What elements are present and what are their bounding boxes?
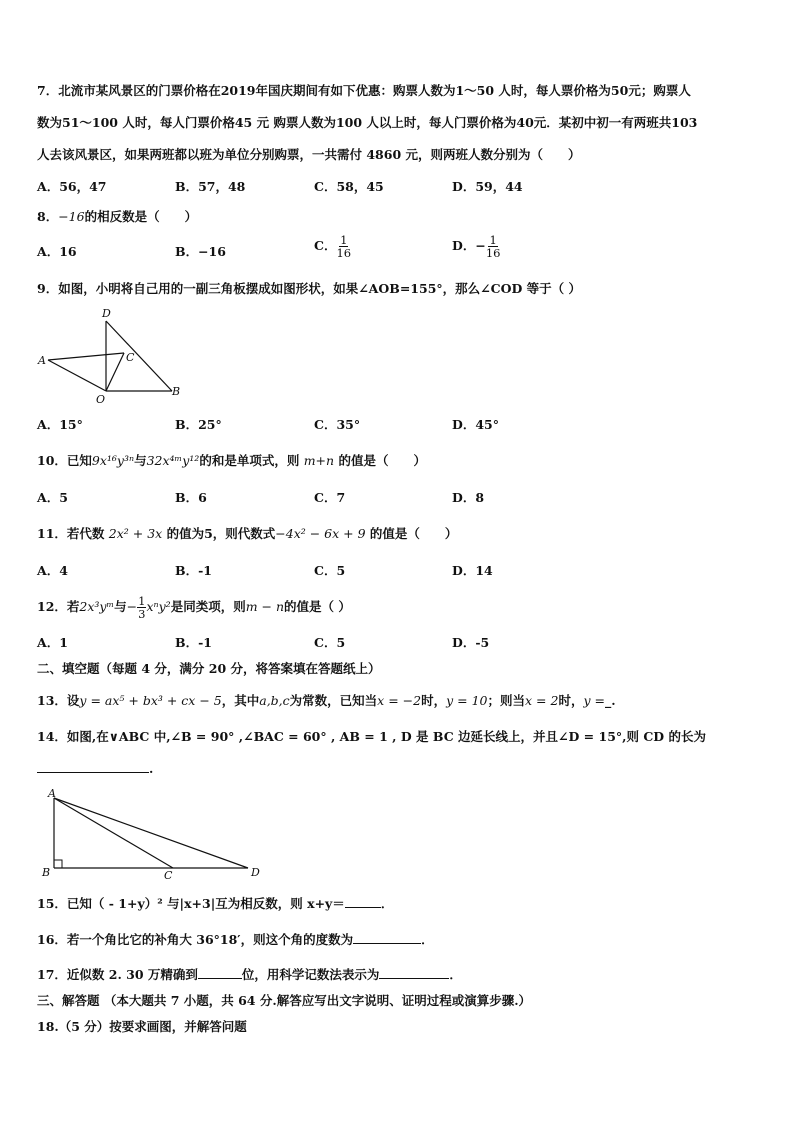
q17-end: ．: [449, 967, 462, 982]
q9-option-d: D．45°: [452, 417, 499, 432]
q11-expression-1: 2x² + 3x: [108, 526, 163, 541]
q15-stem: [37, 895, 393, 913]
q11-option-a: A．4: [37, 563, 68, 578]
q16-end: ．: [421, 932, 434, 947]
q13-expression-6: y =: [583, 693, 605, 708]
q10-end: 的值是（ ）: [338, 453, 426, 468]
q14-segment-ac: [54, 798, 173, 868]
q9-option-b: B．25°: [175, 417, 222, 432]
q11-prefix: 11．若代数: [37, 526, 105, 541]
q14-label-b: B: [42, 866, 51, 879]
q12-expression-2: xⁿy²: [146, 599, 171, 614]
q13-expression-4: y = 10: [446, 693, 488, 708]
q13-expression-2: a,b,c: [259, 693, 290, 708]
q8-expression: −16: [58, 209, 85, 224]
section-3-heading: 三、解答题 （本大题共 7 小题，共 64 分.解答应写出文字说明、证明过程或演算步骤.）: [37, 993, 532, 1008]
q9-option-c: C．35°: [314, 417, 361, 432]
fraction-denominator: 3: [138, 607, 146, 621]
q8-option-a: A．16: [37, 244, 77, 259]
section-2-heading: 二、填空题（每题 4 分，满分 20 分，将答案填在答题纸上）: [37, 661, 381, 676]
q15-answer-blank[interactable]: [345, 895, 381, 908]
q9-stem: 9．如图，小明将自己用的一副三角板摆成如图形状，如果∠AOB=155°，那么∠COD 等于（ ）: [37, 281, 581, 296]
q13-expression-5: x = 2: [525, 693, 559, 708]
q14-label-a: A: [48, 788, 56, 800]
q8-option-b: B．−16: [175, 244, 226, 259]
q17-text-2: 位，用科学记数法表示为: [241, 967, 380, 982]
q10-prefix: 10．已知: [37, 453, 92, 468]
q18-stem: 18.（5 分）按要求画图，并解答问题: [37, 1019, 247, 1034]
q7-option-d: D．59，44: [452, 179, 523, 194]
q12-mid-text: 与: [114, 599, 127, 614]
fraction-numerator: 1: [340, 233, 348, 247]
q9-segment-db: [106, 321, 172, 391]
q13-text-3: 时，: [421, 693, 447, 708]
fraction-denominator: 16: [336, 246, 352, 260]
q13-text-5: 时，: [558, 693, 584, 708]
q9-label-c: C: [126, 351, 135, 364]
q8-option-d-label: D．−: [452, 238, 486, 253]
q11-stem: [37, 525, 457, 543]
q9-label-a: A: [38, 354, 46, 367]
q17-text-1: 17．近似数 2. 30 万精确到: [37, 967, 198, 982]
q8-option-c-fraction: [336, 234, 351, 259]
q10-expression-2: 32x⁴ᵐy¹²: [146, 453, 200, 468]
q9-triangle-figure: [30, 305, 190, 405]
q12-option-a: A．1: [37, 635, 68, 650]
q9-label-b: B: [172, 385, 181, 398]
q12-end: 的值是（ ）: [284, 599, 351, 614]
q7-option-b: B．57，48: [175, 179, 246, 194]
q11-option-d: D．14: [452, 563, 493, 578]
q11-option-c: C．5: [314, 563, 346, 578]
q14-answer-blank[interactable]: [37, 760, 149, 773]
q14-triangle-figure: [40, 788, 270, 880]
q9-label-d: D: [102, 307, 111, 320]
q10-mid-text: 与: [134, 453, 147, 468]
q12-prefix: 12．若: [37, 599, 80, 614]
q8-option-d: [452, 234, 500, 259]
q12-option-b: B．-1: [175, 635, 212, 650]
q16-text: 16．若一个角比它的补角大 36°18′，则这个角的度数为: [37, 932, 354, 947]
q17-stem: [37, 966, 462, 984]
q12-expression-3: m − n: [245, 599, 285, 614]
q13-end: _.: [604, 693, 616, 708]
fraction-denominator: 16: [485, 246, 501, 260]
q8-option-c: [314, 234, 351, 259]
q8-stem: [37, 208, 197, 226]
fraction-numerator: 1: [138, 594, 146, 608]
fraction-numerator: 1: [489, 233, 497, 247]
q7-option-c: C．58，45: [314, 179, 384, 194]
q14-segment-ad: [54, 798, 248, 868]
q9-label-o: O: [96, 393, 106, 405]
q14-stem: 14．如图,在∨ABC 中,∠B = 90° ,∠BAC = 60° , AB = 1 , D 是 BC 边延长线上，并且∠D = 15°,则 CD 的长为: [37, 729, 706, 744]
q8-number: 8．: [37, 209, 59, 224]
q14-right-angle-mark: [54, 860, 62, 868]
q13-expression-3: x = −2: [377, 693, 422, 708]
q17-answer-blank-2[interactable]: [379, 966, 449, 979]
q13-prefix: 13．设: [37, 693, 80, 708]
q14-answer-line: [37, 760, 153, 778]
q14-label-c: C: [164, 869, 173, 880]
q13-expression-1: y = ax⁵ + bx³ + cx − 5: [79, 693, 222, 708]
q7-line-3: 人去该风景区，如果两班都以班为单位分别购票，一共需付 4860 元，则两班人数分别为（ ）: [37, 147, 581, 162]
q8-option-d-fraction: [486, 234, 501, 259]
q16-stem: [37, 931, 434, 949]
q9-segment-ao: [48, 360, 106, 391]
q9-segment-ac: [48, 353, 124, 360]
q15-text: 15．已知（ - 1+y）² 与|x+3|互为相反数，则 x+y＝: [37, 896, 345, 911]
q16-answer-blank[interactable]: [353, 931, 421, 944]
q7-option-a: A．56，47: [37, 179, 107, 194]
q10-expression-3: m+n: [303, 453, 335, 468]
q12-expression-1: 2x³yᵐ: [79, 599, 115, 614]
q10-option-b: B．6: [175, 490, 207, 505]
q10-option-a: A．5: [37, 490, 68, 505]
q8-stem-text: 的相反数是（ ）: [84, 209, 198, 224]
q13-text-4: ；则当: [487, 693, 525, 708]
q11-expression-2: −4x² − 6x + 9: [275, 526, 366, 541]
q12-option-d: D．-5: [452, 635, 490, 650]
q10-option-d: D．8: [452, 490, 485, 505]
q13-text-2: 为常数，已知当: [289, 693, 378, 708]
q13-stem: [37, 692, 616, 710]
q9-segment-oc: [106, 353, 124, 391]
q12-stem: 12．若2x³yᵐ与− $\frac{1}{3}$ xⁿy²是同类项，则m − n的值是（ ）: [37, 594, 351, 621]
q17-answer-blank-1[interactable]: [198, 966, 242, 979]
q10-stem: [37, 452, 426, 470]
q12-option-c: C．5: [314, 635, 346, 650]
q11-mid-text: 的值为5，则代数式: [166, 526, 276, 541]
q7-line-1: 7．北流市某风景区的门票价格在2019年国庆期间有如下优惠：购票人数为1～50 人时，每人票价格为50元；购票人: [37, 83, 691, 98]
q10-expression-1: 9x¹⁶y³ⁿ: [91, 453, 135, 468]
q8-option-c-label: C．: [314, 238, 337, 253]
q15-end: ．: [380, 896, 394, 911]
q13-text-1: ，其中: [221, 693, 260, 708]
q7-line-2: 数为51～100 人时，每人门票价格45 元 购票人数为100 人以上时，每人门票价格为40元．某初中初一有两班共103: [37, 115, 698, 130]
q11-end: 的值是（ ）: [369, 526, 458, 541]
q14-label-d: D: [251, 866, 260, 879]
q9-option-a: A．15°: [37, 417, 83, 432]
q10-option-c: C．7: [314, 490, 346, 505]
q11-option-b: B．-1: [175, 563, 212, 578]
q14-end: .: [149, 761, 154, 776]
q12-suffix: 是同类项，则: [170, 599, 246, 614]
q10-suffix: 的和是单项式，则: [199, 453, 300, 468]
